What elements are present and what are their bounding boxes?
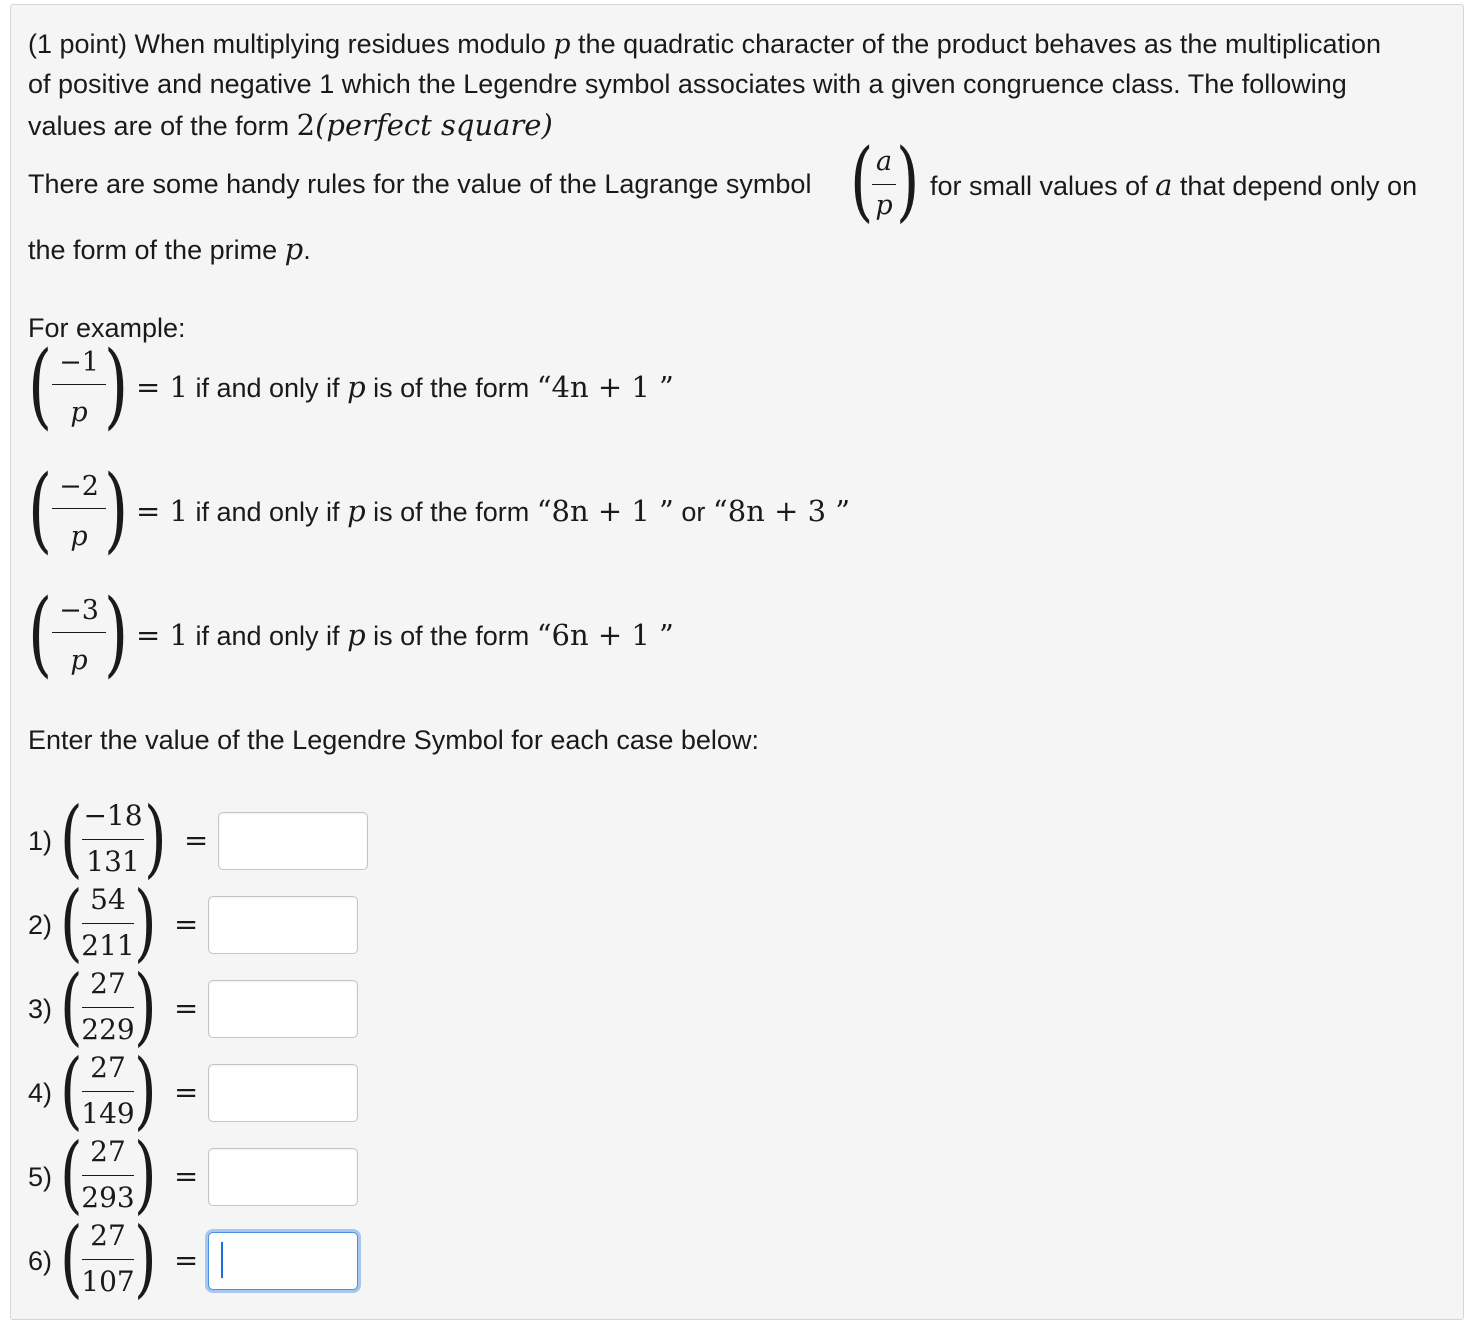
rule-text: or (673, 497, 713, 527)
intro-text: (1 point) When multiplying residues modulo (28, 29, 554, 59)
answer-input-6[interactable] (208, 1232, 358, 1290)
answer-input-2[interactable] (208, 896, 358, 954)
intro-line-4-suffix (930, 168, 1418, 202)
intro-line-4-prefix: There are some handy rules for the value of the Lagrange symbol (28, 169, 812, 199)
answer-input-4[interactable] (208, 1064, 358, 1122)
left-paren: ( (60, 872, 83, 972)
symbol-numerator: −3 (59, 595, 99, 626)
example-rule-2-symbol (28, 454, 129, 564)
example-rule-1-text (136, 370, 674, 404)
symbol-numerator: 27 (90, 1135, 126, 1168)
legendre-symbol-a-p (848, 130, 920, 233)
left-paren: ( (60, 788, 83, 888)
rule-text: if and only if (187, 373, 348, 403)
left-paren: ( (60, 956, 83, 1056)
fraction-bar (52, 508, 106, 509)
symbol-denominator: 131 (86, 845, 140, 878)
right-paren: ) (134, 1208, 157, 1308)
equals-sign: = (174, 1243, 199, 1277)
left-paren: ( (28, 330, 53, 440)
question-number: 2) (28, 910, 53, 940)
fraction-bar (872, 184, 896, 185)
symbol-numerator: 27 (90, 1051, 126, 1084)
math-var: p (347, 494, 366, 528)
math-eq: = 1 (136, 618, 188, 652)
right-paren: ) (134, 872, 157, 972)
math-num: 2 (296, 108, 316, 142)
example-rule-3-symbol (28, 578, 129, 688)
question-number: 4) (28, 1078, 53, 1108)
math-form: “8n + 1 ” (536, 494, 674, 528)
equals-sign: = (174, 991, 199, 1025)
intro-line-5 (28, 232, 311, 266)
left-paren: ( (60, 1208, 83, 1308)
instructions-text: Enter the value of the Legendre Symbol for each case below: (28, 725, 759, 755)
intro-text: that depend only on (1172, 171, 1418, 201)
intro-text: . (303, 235, 311, 265)
math-eq: = 1 (136, 370, 188, 404)
question-number: 5) (28, 1162, 53, 1192)
intro-text: the quadratic character of the product behaves as the multiplication (570, 29, 1382, 59)
text-caret (221, 1242, 223, 1278)
example-rule-2-text (136, 494, 851, 528)
rule-text: is of the form (365, 497, 537, 527)
question-number: 6) (28, 1246, 53, 1276)
fraction-bar (82, 839, 144, 840)
left-paren: ( (60, 1040, 83, 1140)
equals-sign: = (174, 1159, 199, 1193)
symbol-denominator: 149 (81, 1097, 135, 1130)
math-var: p (284, 232, 304, 266)
right-paren: ) (134, 1040, 157, 1140)
symbol-numerator: −18 (83, 799, 143, 832)
intro-line-1 (28, 31, 1381, 58)
symbol-numerator: 54 (90, 883, 126, 916)
math-form: “4n + 1 ” (536, 370, 674, 404)
symbol-denominator: p (70, 521, 88, 552)
intro-text: the form of the prime (28, 235, 285, 265)
right-paren: ) (104, 330, 129, 440)
symbol-numerator: −2 (59, 471, 99, 502)
right-paren: ) (144, 788, 167, 888)
math-eq: = 1 (136, 494, 188, 528)
symbol-denominator: p (875, 190, 893, 221)
symbol-denominator: 107 (81, 1265, 135, 1298)
intro-text: for small values of (930, 171, 1156, 201)
right-paren: ) (134, 1124, 157, 1224)
answer-input-3[interactable] (208, 980, 358, 1038)
math-var: p (553, 29, 571, 60)
math-var: p (347, 618, 366, 652)
intro-text: values are of the form (28, 111, 297, 141)
fraction-bar (82, 923, 134, 924)
legendre-symbol (60, 872, 160, 972)
fraction-bar (82, 1007, 134, 1008)
right-paren: ) (104, 454, 129, 564)
question-number: 3) (28, 994, 53, 1024)
fraction-bar (82, 1259, 134, 1260)
symbol-numerator: 27 (90, 1219, 126, 1252)
math-form: “6n + 1 ” (536, 618, 674, 652)
symbol-numerator: −1 (59, 347, 99, 378)
symbol-denominator: 211 (81, 929, 135, 962)
math-var: a (1155, 168, 1173, 202)
answer-input-5[interactable] (208, 1148, 358, 1206)
legendre-symbol (60, 1040, 160, 1140)
legendre-symbol (60, 956, 160, 1056)
example-rule-3-text (136, 618, 674, 652)
rule-text: is of the form (365, 373, 537, 403)
right-paren: ) (104, 578, 129, 688)
examples-heading: For example: (28, 313, 186, 343)
rule-text: if and only if (187, 497, 348, 527)
right-paren: ) (134, 956, 157, 1056)
rule-text: is of the form (365, 621, 537, 651)
question-number: 1) (28, 826, 53, 856)
fraction-bar (52, 384, 106, 385)
left-paren: ( (28, 578, 53, 688)
rule-text: if and only if (187, 621, 348, 651)
equals-sign: = (184, 823, 209, 857)
fraction-bar (52, 632, 106, 633)
symbol-denominator: 293 (81, 1181, 135, 1214)
legendre-symbol (60, 788, 172, 888)
equals-sign: = (174, 907, 199, 941)
left-paren: ( (850, 130, 874, 233)
symbol-denominator: p (70, 397, 88, 428)
fraction-bar (82, 1175, 134, 1176)
math-form: “8n + 3 ” (712, 494, 851, 528)
symbol-denominator: p (70, 645, 88, 676)
left-paren: ( (60, 1124, 83, 1224)
equals-sign: = (174, 1075, 199, 1109)
fraction-bar (82, 1091, 134, 1092)
intro-line-3 (28, 108, 553, 142)
right-paren: ) (896, 130, 920, 233)
symbol-numerator: 27 (90, 967, 126, 1000)
legendre-symbol (60, 1208, 160, 1308)
answer-input-1[interactable] (218, 812, 368, 870)
left-paren: ( (28, 454, 53, 564)
problem-panel (10, 4, 1464, 1320)
intro-line-2: of positive and negative 1 which the Legendre symbol associates with a given congruence class. The following (28, 69, 1347, 99)
example-rule-1-symbol (28, 330, 129, 440)
symbol-numerator: a (875, 146, 893, 177)
symbol-denominator: 229 (81, 1013, 135, 1046)
math-var: p (347, 370, 366, 404)
math-expr: (perfect square) (315, 108, 553, 142)
legendre-symbol (60, 1124, 160, 1224)
